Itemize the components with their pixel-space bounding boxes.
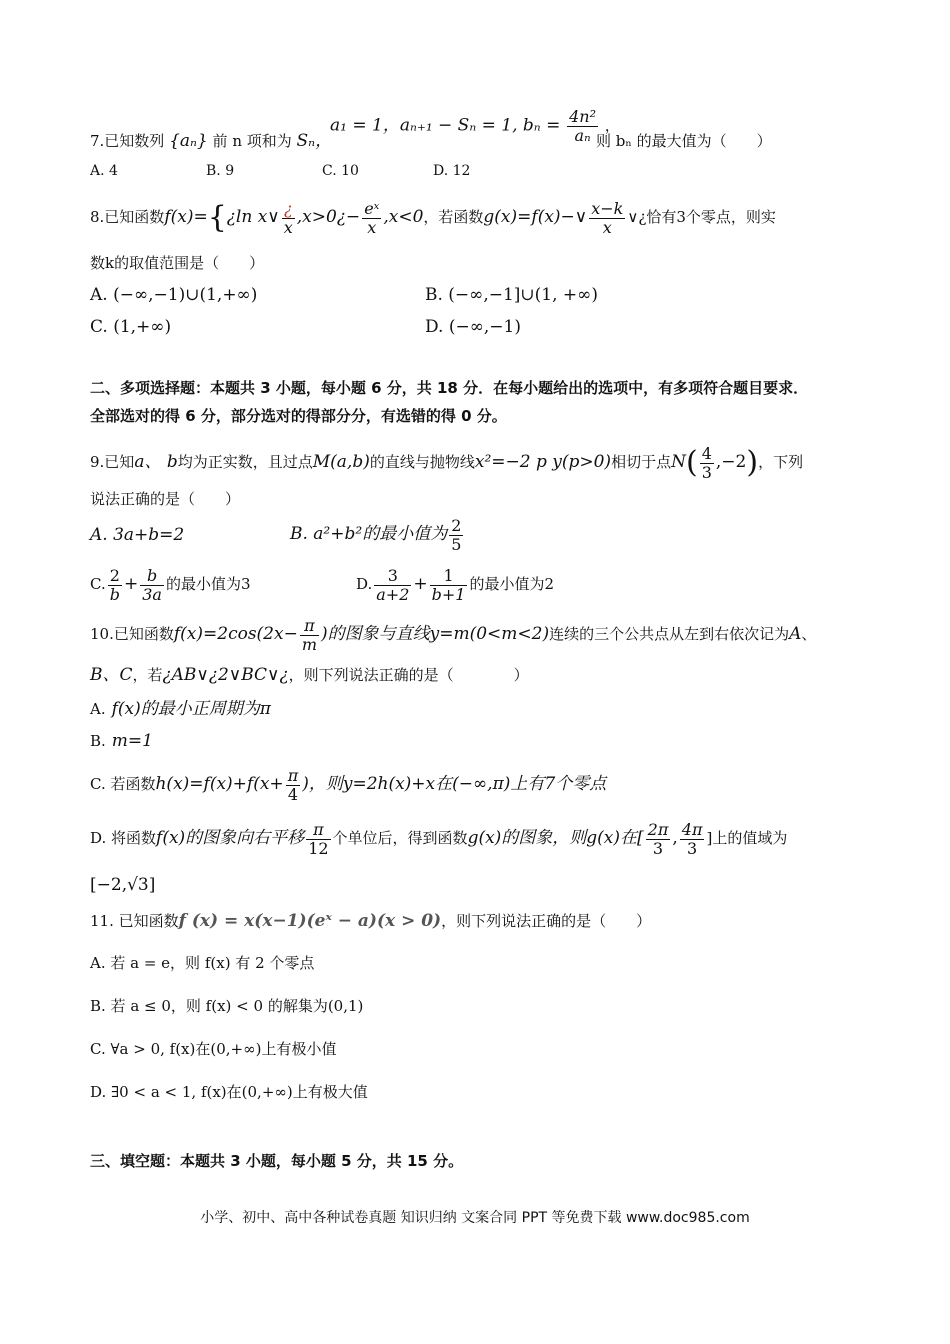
q7-option-c-text: C. 10 xyxy=(322,163,359,179)
q9-frac-num: 4 xyxy=(701,443,712,463)
q10-stem-c: )的图象与直线 xyxy=(321,624,430,644)
q11-option-a-text: A. 若 a = e，则 f(x) 有 2 个零点 xyxy=(90,954,315,972)
q10-stem-line2 xyxy=(90,664,529,686)
q7-stem xyxy=(90,130,332,152)
section2-heading xyxy=(90,377,808,399)
q10-option-c-frac xyxy=(286,767,301,804)
q10-condition: ¿AB∨¿2∨BC∨¿ xyxy=(162,665,289,685)
q9-option-c-d1: b xyxy=(109,584,120,604)
q9-option-c-frac1 xyxy=(108,567,122,604)
q9-option-b-den: 5 xyxy=(451,534,462,554)
q9-line2-text: 说法正确的是（ ） xyxy=(90,490,241,508)
q9-option-b xyxy=(290,512,465,556)
q9-option-d xyxy=(356,562,554,606)
q10-option-d xyxy=(90,816,787,860)
q10-stem-a: 10.已知函数 xyxy=(90,625,174,643)
q7-option-d xyxy=(433,160,470,182)
q10-stem-e: 连续的三个公共点从左到右依次记为 xyxy=(549,625,790,643)
q8-option-a-text: A. (−∞,−1)∪(1,+∞) xyxy=(90,285,258,305)
q10-stem xyxy=(90,612,816,656)
q10-points-bc: B、C xyxy=(90,665,133,685)
q9-point-n: N xyxy=(671,452,686,472)
q9-option-b-text: B. a²+b²的最小值为 xyxy=(290,524,448,544)
q10-line: y=m(0<m<2) xyxy=(429,624,550,644)
q10-point-a: A xyxy=(789,624,802,644)
q8-piece2: ,x>0¿− xyxy=(296,207,361,227)
q10-option-d-g: g(x)的图象，则 xyxy=(467,828,587,848)
q10-option-c-label: C. 若函数 xyxy=(90,775,156,793)
q9-stem xyxy=(90,440,803,485)
q8-piece3: ,x<0 xyxy=(383,207,424,227)
q11-option-a xyxy=(90,952,314,974)
q7-condition-text: a₁ = 1，aₙ₊₁ − Sₙ = 1, bₙ = xyxy=(330,115,561,136)
q10-option-d-label: D. 将函数 xyxy=(90,829,157,847)
q8-frac1 xyxy=(282,200,295,237)
q7-option-c xyxy=(322,160,359,182)
q10-stem-b2: ，若 xyxy=(132,666,163,684)
q11-func: f (x) = x(x−1)(eˣ − a)(x > 0) xyxy=(178,911,442,931)
q10-option-d-d2: 3 xyxy=(687,838,698,858)
q8-option-b xyxy=(425,284,598,306)
q10-option-c-mid: )，则 xyxy=(302,774,343,794)
q9-option-c-frac2 xyxy=(140,567,164,604)
q9-option-a xyxy=(90,524,184,546)
q10-option-d-mid: 个单位后，得到函数 xyxy=(332,829,468,847)
q10-option-b-label: B. xyxy=(90,732,106,750)
q10-option-c-num: π xyxy=(287,765,299,785)
q10-option-d-frac2 xyxy=(680,821,705,858)
q8-line2-text: 数k的取值范围是（ ） xyxy=(90,254,265,272)
q11-option-b-text: B. 若 a ≤ 0，则 f(x) < 0 的解集为(0,1) xyxy=(90,997,364,1015)
q10-func: f(x)=2cos(2x− xyxy=(173,624,298,644)
q9-option-a-text: A. 3a+b=2 xyxy=(90,525,185,545)
q8-stem xyxy=(90,195,776,240)
section3-heading xyxy=(90,1150,463,1172)
q8-option-c-text: C. (1,+∞) xyxy=(90,317,172,337)
q8-frac3-den: x xyxy=(602,217,612,237)
q10-option-c-text: y=2ℎ(x)+x在(−∞,π)上有7个零点 xyxy=(342,774,607,794)
q10-option-b xyxy=(90,730,153,752)
q11-stem xyxy=(90,910,651,932)
q10-option-d-num: π xyxy=(306,821,330,840)
q8-frac1-num: ¿ xyxy=(282,200,295,219)
q8-frac2 xyxy=(362,200,381,237)
q10-frac-num: π xyxy=(300,617,319,636)
q9-option-d-d2: b+1 xyxy=(431,584,466,604)
q8-brace: { xyxy=(207,200,227,235)
q10-option-d-frac1 xyxy=(646,821,671,858)
q9-paren-open: ( xyxy=(685,445,698,480)
q11-option-d-text: D. ∃0 < a < 1, f(x)在(0,+∞)上有极大值 xyxy=(90,1083,368,1101)
q7-seq: {aₙ} xyxy=(169,131,208,151)
section2-heading-2 xyxy=(90,405,507,427)
q10-option-c xyxy=(90,762,606,806)
q8-stem-a: 8.已知函数 xyxy=(90,208,165,226)
q10-option-d-range-text: [−2,√3] xyxy=(90,875,156,895)
q7-condition xyxy=(330,108,620,145)
q9-option-d-label: D. xyxy=(356,575,373,593)
q10-option-d-comma: , xyxy=(672,828,678,848)
q9-stem-c: 均为正实数，且过点 xyxy=(177,453,313,471)
q9-stem-e: 的直线与抛物线 xyxy=(369,453,475,471)
q8-stem-e: ，若函数 xyxy=(423,208,484,226)
q7-mid: 前 n 项和为 xyxy=(212,132,292,150)
q11-option-b xyxy=(90,995,363,1017)
q7-option-b-text: B. 9 xyxy=(206,163,235,179)
q9-frac-den: 3 xyxy=(701,462,712,482)
q8-frac2-den: x xyxy=(367,217,377,237)
q9-point-m: M(a,b) xyxy=(312,452,370,472)
q11-option-c-text: C. ∀a > 0, f(x)在(0,+∞)上有极小值 xyxy=(90,1040,337,1058)
q9-option-d-plus: + xyxy=(413,574,428,594)
q10-option-d-range xyxy=(90,874,155,896)
q10-stem-d2: ，则下列说法正确的是（ ） xyxy=(288,666,529,684)
q9-option-d-n1: 3 xyxy=(374,567,411,586)
q9-stem-line2 xyxy=(90,488,240,510)
q7-stem-text: 7.已知数列 xyxy=(90,132,165,150)
q9-option-d-frac1 xyxy=(374,567,411,604)
q11-stem-b: ，则下列说法正确的是（ ） xyxy=(441,912,652,930)
q11-option-d xyxy=(90,1081,368,1103)
q10-option-a xyxy=(90,698,271,720)
q9-option-c-n2: b xyxy=(140,567,164,586)
q9-stem-g: 相切于点 xyxy=(611,453,672,471)
q8-stem-line2 xyxy=(90,252,264,274)
q10-option-d-den: 12 xyxy=(308,838,329,858)
footer xyxy=(0,1207,950,1227)
q9-stem-j: ，下列 xyxy=(758,453,804,471)
q8-option-a xyxy=(90,284,257,306)
q9-option-d-n2: 1 xyxy=(430,567,468,586)
q10-option-a-text: f(x)的最小正周期为π xyxy=(111,699,271,719)
q9-parabola: x²=−2 p y(p>0) xyxy=(474,452,612,472)
q8-option-c xyxy=(90,316,171,338)
q7-frac-den: aₙ xyxy=(574,126,591,145)
q9-option-c-n1: 2 xyxy=(108,567,122,586)
q10-option-d-frac xyxy=(306,821,330,858)
section3-line1: 三、填空题：本题共 3 小题，每小题 5 分，共 15 分。 xyxy=(90,1152,464,1170)
q10-option-c-func: ℎ(x)=f(x)+f(x+ xyxy=(155,774,284,794)
q10-option-d-n2: 4π xyxy=(681,819,703,839)
footer-text: 小学、初中、高中各种试卷真题 知识归纳 文案合同 PPT 等免费下载 www.doc985.com xyxy=(200,1210,750,1226)
q10-frac xyxy=(300,617,319,654)
q8-frac1-den: x xyxy=(283,217,293,237)
q10-option-d-n1: 2π xyxy=(647,819,669,839)
q7-tail: ， xyxy=(604,116,620,135)
q8-frac2-num: eˣ xyxy=(364,198,380,218)
q9-option-d-d1: a+2 xyxy=(376,584,410,604)
q7-option-d-text: D. 12 xyxy=(433,163,471,179)
q7-option-b xyxy=(206,160,234,182)
q10-option-d-tail: ]上的值域为 xyxy=(706,829,788,847)
q9-option-c xyxy=(90,562,250,606)
section2-line2: 全部选对的得 6 分，部分选对的得部分分，有选错的得 0 分。 xyxy=(90,407,507,425)
q9-option-d-text: 的最小值为2 xyxy=(469,575,555,593)
q8-stem-h: ∨¿恰有3个零点，则实 xyxy=(627,208,776,226)
q10-option-d-func: f(x)的图象向右平移 xyxy=(156,828,305,848)
q10-option-d-interval-start: g(x)在[ xyxy=(586,828,644,848)
q8-option-d-text: D. (−∞,−1) xyxy=(425,317,521,337)
q7-sn: Sₙ， xyxy=(296,131,333,151)
q8-func: f(x)= xyxy=(164,207,208,227)
q10-option-b-text: m=1 xyxy=(111,731,153,751)
q11-option-c xyxy=(90,1038,336,1060)
q9-option-b-num: 2 xyxy=(451,515,462,535)
q11-stem-a: 11. 已知函数 xyxy=(90,912,179,930)
q10-stem-g: 、 xyxy=(801,625,817,643)
q7-option-a xyxy=(90,160,118,182)
q10-option-c-den: 4 xyxy=(287,784,299,804)
q9-stem-a: 9.已知 xyxy=(90,453,135,471)
q10-option-a-label: A. xyxy=(90,700,106,718)
q7-option-a-text: A. 4 xyxy=(90,163,118,179)
q9-option-c-label: C. xyxy=(90,575,106,593)
q8-option-d xyxy=(425,316,521,338)
q9-coord: ,−2 xyxy=(715,452,747,472)
q10-frac-den: m xyxy=(301,634,317,654)
q9-option-c-d2: 3a xyxy=(142,584,162,604)
q7-ask-text: 则 bₙ 的最大值为（ ） xyxy=(596,132,772,150)
q8-frac3-num: x−k xyxy=(591,198,624,218)
q9-option-d-frac2 xyxy=(430,567,468,604)
q8-gfunc: g(x)=f(x)−∨ xyxy=(483,207,588,227)
q8-frac3 xyxy=(589,200,625,237)
q7-frac-num: 4n² xyxy=(569,107,597,126)
q9-option-c-text: 的最小值为3 xyxy=(165,575,251,593)
q8-piece1: ¿ln x∨ xyxy=(226,207,280,227)
q9-frac xyxy=(700,445,714,482)
q9-paren-close: ) xyxy=(746,445,759,480)
q8-option-b-text: B. (−∞,−1]∪(1, +∞) xyxy=(425,285,598,305)
q7-ask xyxy=(596,130,772,152)
section2-line1: 二、多项选择题：本题共 3 小题，每小题 6 分，共 18 分．在每小题给出的选项中，有多项符合题目要求． xyxy=(90,379,809,397)
q9-vars: a、 b xyxy=(134,452,178,472)
q10-option-d-d1: 3 xyxy=(652,838,664,858)
q9-option-b-frac xyxy=(449,517,463,554)
q7-fraction xyxy=(567,108,598,145)
q9-option-c-plus: + xyxy=(123,574,139,594)
